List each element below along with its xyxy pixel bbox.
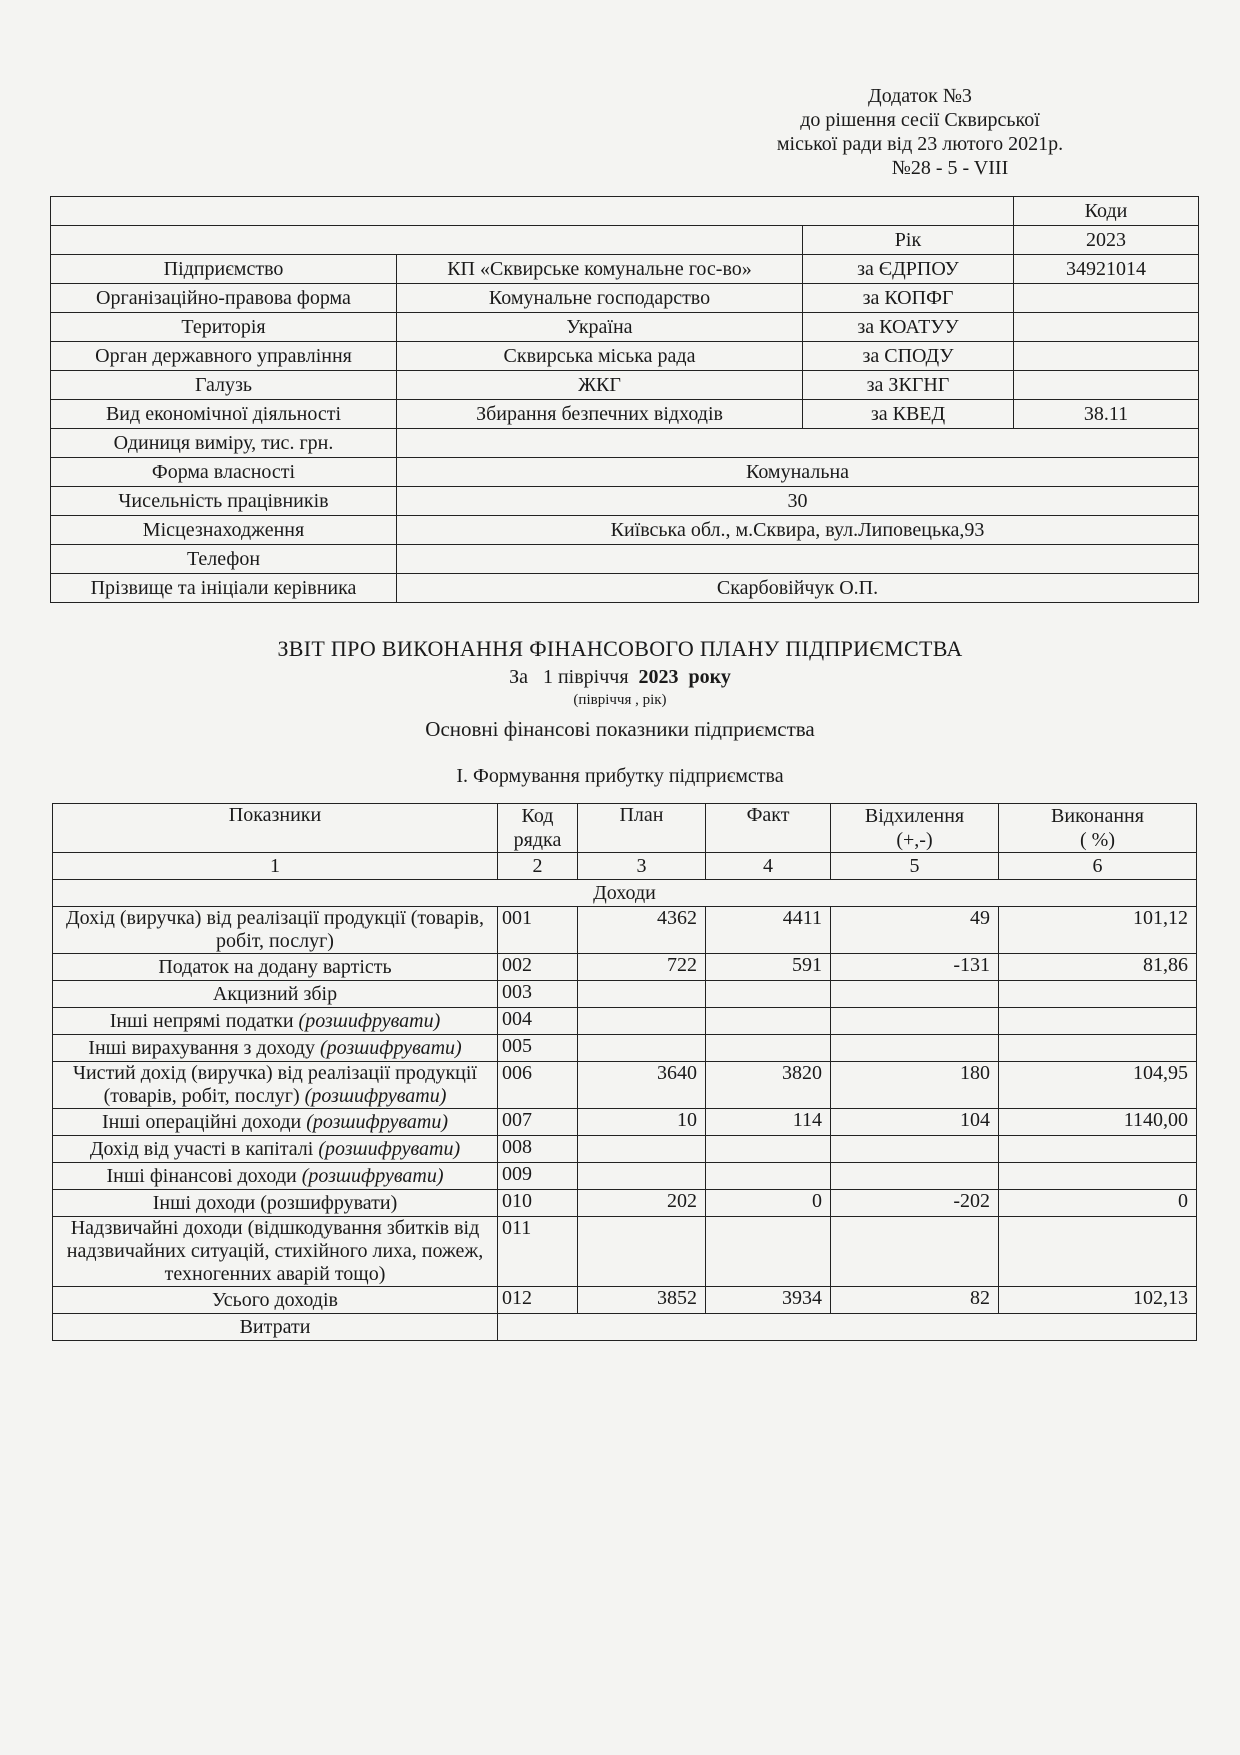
- row-name-cell: [53, 1190, 498, 1217]
- info-row-label: Територія: [51, 313, 397, 342]
- table-row: [53, 1109, 1197, 1136]
- row-name: Надзвичайні доходи (відшкодування збитків від надзвичайних ситуацій, стихійного лиха, пожеж, техногенних аварій тощо): [66, 1217, 484, 1285]
- row-execution: [999, 1035, 1197, 1062]
- row-name: Податок на додану вартість: [158, 955, 392, 978]
- col-num-5: 5: [831, 853, 999, 880]
- report-period: [0, 666, 1240, 689]
- info-row-value: ЖКГ: [397, 371, 803, 400]
- info-row-value: Україна: [397, 313, 803, 342]
- col-num-3: 3: [578, 853, 706, 880]
- row-name: Усього доходів: [212, 1288, 338, 1311]
- row-code: 001: [498, 907, 578, 954]
- section-title: І. Формування прибутку підприємства: [456, 765, 784, 787]
- table-row: [53, 954, 1197, 981]
- row-name-cell: [53, 1062, 498, 1109]
- info-row-code-label: за КОПФГ: [803, 284, 1014, 313]
- info-row: [51, 371, 1199, 400]
- row-name-cell: [53, 1035, 498, 1062]
- row-fact: 591: [706, 954, 831, 981]
- row-name: Чистий дохід (виручка) від реалізації продукції (товарів, робіт, послуг): [72, 1062, 477, 1107]
- row-plan: [578, 1136, 706, 1163]
- row-name-cell: [53, 1163, 498, 1190]
- info-row-value: КП «Сквирське комунальне гос-во»: [397, 255, 803, 284]
- row-deviation: [831, 1136, 999, 1163]
- row-fact: [706, 1163, 831, 1190]
- staff-value: 30: [397, 487, 1199, 516]
- report-title: ЗВІТ ПРО ВИКОНАННЯ ФІНАНСОВОГО ПЛАНУ ПІДПРИЄМСТВА: [277, 636, 963, 661]
- row-name-cell: [53, 1136, 498, 1163]
- staff-label: Чисельність працівників: [51, 487, 397, 516]
- header-execution: Виконання ( %): [999, 804, 1197, 853]
- row-code: 011: [498, 1217, 578, 1287]
- head-label: Прізвище та ініціали керівника: [51, 574, 397, 603]
- info-row-code-label: за СПОДУ: [803, 342, 1014, 371]
- head-value: Скарбовійчук О.П.: [397, 574, 1199, 603]
- row-plan: [578, 1163, 706, 1190]
- row-fact: 114: [706, 1109, 831, 1136]
- info-row-label: Підприємство: [51, 255, 397, 284]
- row-execution: 104,95: [999, 1062, 1197, 1109]
- addendum-header: [740, 84, 1100, 180]
- row-deviation: 104: [831, 1109, 999, 1136]
- profit-table: [52, 803, 1197, 1341]
- row-execution: 0: [999, 1190, 1197, 1217]
- row-name-cell: [53, 954, 498, 981]
- row-execution: 81,86: [999, 954, 1197, 981]
- row-name-note: (розшифрувати): [304, 1085, 447, 1107]
- info-row-label: Орган державного управління: [51, 342, 397, 371]
- info-row-code-label: за ЗКГНГ: [803, 371, 1014, 400]
- row-name: Інші операційні доходи: [102, 1110, 302, 1133]
- row-code: 005: [498, 1035, 578, 1062]
- row-fact: [706, 981, 831, 1008]
- row-fact: [706, 1008, 831, 1035]
- row-name-cell: [53, 1109, 498, 1136]
- row-name-note: (розшифрувати): [298, 1009, 441, 1032]
- income-section-row: [53, 880, 1197, 907]
- ownership-value: Комунальна: [397, 458, 1199, 487]
- info-row: [51, 400, 1199, 429]
- indicators-title: Основні фінансові показники підприємства: [425, 717, 815, 741]
- row-name: Інші непрямі податки: [109, 1009, 294, 1032]
- row-fact: 3820: [706, 1062, 831, 1109]
- period-value: 1 півріччя: [542, 666, 629, 688]
- row-name: Інші вирахування з доходу: [88, 1036, 315, 1059]
- row-name-note: (розшифрувати): [301, 1164, 444, 1187]
- row-fact: [706, 1217, 831, 1287]
- table-row: [53, 1008, 1197, 1035]
- row-name: Акцизний збір: [212, 982, 338, 1005]
- row-fact: 3934: [706, 1287, 831, 1314]
- period-year: 2023: [638, 666, 679, 688]
- row-name: Інші доходи (розшифрувати): [152, 1191, 398, 1214]
- column-numbers-row: [53, 853, 1197, 880]
- row-deviation: [831, 1008, 999, 1035]
- info-row-value: Збирання безпечних відходів: [397, 400, 803, 429]
- row-execution: [999, 1163, 1197, 1190]
- row-code: 007: [498, 1109, 578, 1136]
- row-plan: [578, 981, 706, 1008]
- row-plan: 3852: [578, 1287, 706, 1314]
- row-name-cell: [53, 1008, 498, 1035]
- table-row: [53, 1062, 1197, 1109]
- row-plan: [578, 1035, 706, 1062]
- row-code: 012: [498, 1287, 578, 1314]
- row-deviation: 180: [831, 1062, 999, 1109]
- info-rows: [51, 255, 1199, 429]
- ownership-label: Форма власності: [51, 458, 397, 487]
- table-row: [53, 1287, 1197, 1314]
- table-row: [53, 1190, 1197, 1217]
- report-titles: [0, 636, 1240, 788]
- row-deviation: [831, 1217, 999, 1287]
- year-value: 2023: [1014, 226, 1199, 255]
- location-label: Місцезнаходження: [51, 516, 397, 545]
- row-name: Інші фінансові доходи: [106, 1164, 297, 1187]
- row-execution: [999, 1217, 1197, 1287]
- row-deviation: [831, 1163, 999, 1190]
- info-row: [51, 342, 1199, 371]
- row-fact: [706, 1035, 831, 1062]
- row-name-note: (розшифрувати): [318, 1137, 461, 1160]
- row-plan: 4362: [578, 907, 706, 954]
- info-row-label: Галузь: [51, 371, 397, 400]
- enterprise-info-table: [50, 196, 1199, 603]
- row-fact: 4411: [706, 907, 831, 954]
- row-execution: 101,12: [999, 907, 1197, 954]
- row-name: Дохід (виручка) від реалізації продукції (товарів, робіт, послуг): [66, 907, 484, 952]
- row-fact: [706, 1136, 831, 1163]
- period-suffix: року: [688, 666, 731, 688]
- info-row-code-label: за КВЕД: [803, 400, 1014, 429]
- header-code: Код рядка: [498, 804, 578, 853]
- info-row-label: Вид економічної діяльності: [51, 400, 397, 429]
- info-row-code: [1014, 284, 1199, 313]
- col-num-1: 1: [53, 853, 498, 880]
- row-code: 002: [498, 954, 578, 981]
- row-deviation: 49: [831, 907, 999, 954]
- row-code: 003: [498, 981, 578, 1008]
- row-code: 009: [498, 1163, 578, 1190]
- row-name-cell: [53, 1217, 498, 1287]
- info-row-value: Комунальне господарство: [397, 284, 803, 313]
- info-row-value: Сквирська міська рада: [397, 342, 803, 371]
- row-deviation: 82: [831, 1287, 999, 1314]
- header-plan: План: [578, 804, 706, 853]
- phone-value: [397, 545, 1199, 574]
- row-name: Дохід від участі в капіталі: [89, 1137, 314, 1160]
- row-plan: [578, 1217, 706, 1287]
- header-name: Показники: [53, 804, 498, 853]
- col-num-6: 6: [999, 853, 1197, 880]
- row-deviation: -202: [831, 1190, 999, 1217]
- info-row: [51, 255, 1199, 284]
- table-row: [53, 1035, 1197, 1062]
- row-name-cell: [53, 981, 498, 1008]
- table-row: [53, 981, 1197, 1008]
- row-execution: 1140,00: [999, 1109, 1197, 1136]
- period-hint: (півріччя , рік): [573, 692, 667, 708]
- info-row-code: [1014, 371, 1199, 400]
- row-plan: 722: [578, 954, 706, 981]
- period-prefix: За: [509, 666, 528, 688]
- phone-label: Телефон: [51, 545, 397, 574]
- info-row-code: [1014, 313, 1199, 342]
- expense-section-label: Витрати: [53, 1314, 498, 1341]
- info-row-label: Організаційно-правова форма: [51, 284, 397, 313]
- addendum-line-4: №28 - 5 - VIII: [891, 157, 1009, 179]
- row-name-cell: [53, 907, 498, 954]
- info-row: [51, 313, 1199, 342]
- row-name-note: (розшифрувати): [319, 1036, 462, 1059]
- row-code: 010: [498, 1190, 578, 1217]
- income-section-label: Доходи: [53, 880, 1197, 907]
- addendum-line-2: до рішення сесії Сквирської: [800, 109, 1040, 131]
- row-execution: [999, 981, 1197, 1008]
- col-num-2: 2: [498, 853, 578, 880]
- row-plan: [578, 1008, 706, 1035]
- row-name-note: (розшифрувати): [306, 1110, 448, 1133]
- table-header-row: [53, 804, 1197, 853]
- unit-label: Одиниця виміру, тис. грн.: [51, 429, 397, 458]
- table-row: [53, 1217, 1197, 1287]
- row-execution: [999, 1008, 1197, 1035]
- header-fact: Факт: [706, 804, 831, 853]
- row-execution: [999, 1136, 1197, 1163]
- row-code: 006: [498, 1062, 578, 1109]
- row-code: 004: [498, 1008, 578, 1035]
- row-plan: 202: [578, 1190, 706, 1217]
- table-row: [53, 1136, 1197, 1163]
- year-label: Рік: [803, 226, 1014, 255]
- info-row: [51, 284, 1199, 313]
- info-row-code: 34921014: [1014, 255, 1199, 284]
- table-row: [53, 1163, 1197, 1190]
- addendum-line-1: Додаток №3: [868, 85, 972, 107]
- row-deviation: -131: [831, 954, 999, 981]
- col-num-4: 4: [706, 853, 831, 880]
- table-row: [53, 907, 1197, 954]
- row-name-cell: [53, 1287, 498, 1314]
- info-row-code-label: за КОАТУУ: [803, 313, 1014, 342]
- location-value: Київська обл., м.Сквира, вул.Липовецька,93: [397, 516, 1199, 545]
- info-row-code: [1014, 342, 1199, 371]
- addendum-line-3: міської ради від 23 лютого 2021р.: [776, 133, 1064, 155]
- row-fact: 0: [706, 1190, 831, 1217]
- row-deviation: [831, 1035, 999, 1062]
- row-plan: 3640: [578, 1062, 706, 1109]
- info-row-code: 38.11: [1014, 400, 1199, 429]
- row-execution: 102,13: [999, 1287, 1197, 1314]
- info-row-code-label: за ЄДРПОУ: [803, 255, 1014, 284]
- header-deviation: Відхилення (+,-): [831, 804, 999, 853]
- row-code: 008: [498, 1136, 578, 1163]
- row-plan: 10: [578, 1109, 706, 1136]
- profit-rows: [53, 907, 1197, 1314]
- codes-header: Коди: [1014, 197, 1199, 226]
- expense-section-row: [53, 1314, 1197, 1341]
- row-deviation: [831, 981, 999, 1008]
